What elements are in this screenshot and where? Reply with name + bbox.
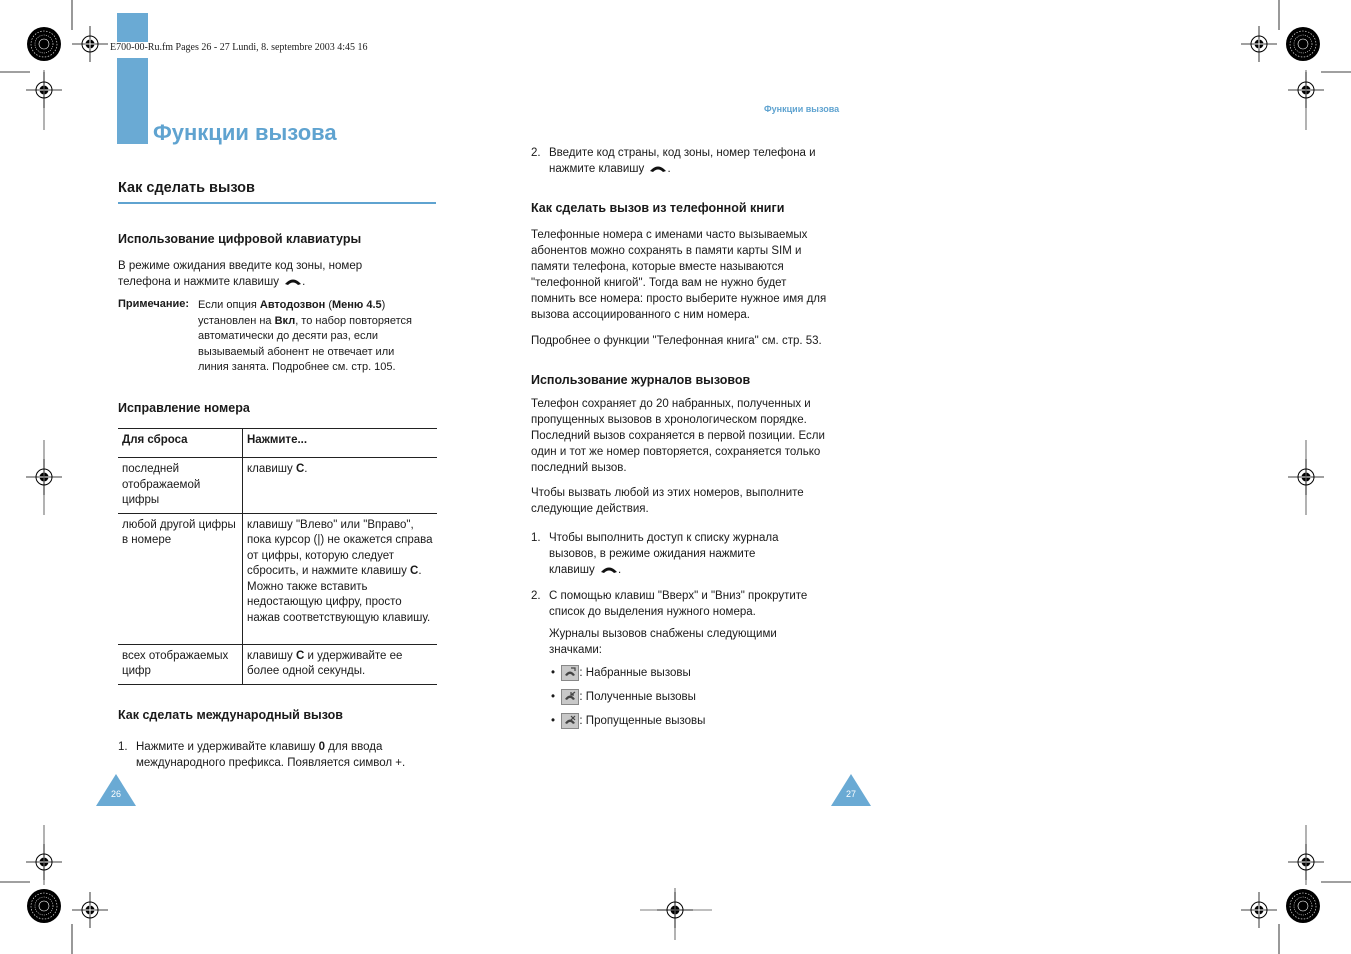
dialed-call-icon bbox=[561, 665, 579, 681]
note-label: Примечание: bbox=[118, 298, 190, 310]
table-row bbox=[118, 513, 437, 644]
correction-heading: Исправление номера bbox=[118, 401, 250, 415]
page-number: 27 bbox=[845, 789, 856, 799]
step-2: 2. Введите код страны, код зоны, номер телефона и нажмите клавишу . bbox=[531, 147, 816, 175]
correction-table bbox=[118, 428, 437, 685]
international-heading: Как сделать международный вызов bbox=[118, 708, 343, 722]
logs-paragraph: Телефон сохраняет до 20 набранных, полученных и пропущенных вызовов в хронологическом порядке. Последний вызов сохраняется в первой позиции. Если один и тот же номер повторяется, сохраняется только последний вызов. bbox=[531, 398, 825, 474]
international-step: 1. Нажмите и удерживайте клавишу 0 для ввода международного префикса. Появляется символ +. bbox=[118, 741, 406, 769]
page-number-badge bbox=[96, 774, 136, 806]
missed-call-icon bbox=[561, 713, 579, 729]
phonebook-text: Телефонные номера с именами часто вызываемых абонентов можно сохранять в памяти карты SIM и памяти телефона, которые вместе называются "телефонной книгой". Тогда вам не нужно будет помнить все номера: просто выберите нужное имя для вызова ассоциированного с ним номера. bbox=[531, 229, 827, 321]
table-row bbox=[118, 458, 437, 514]
chapter-title: Функции вызова bbox=[153, 120, 337, 145]
section-title: Как сделать вызов bbox=[118, 180, 255, 196]
table-header-cell: Нажмите... bbox=[247, 434, 308, 446]
file-header: E700-00-Ru.fm Pages 26 - 27 Lundi, 8. septembre 2003 4:45 16 bbox=[110, 42, 368, 53]
logs-paragraph-2: Чтобы вызвать любой из этих номеров, выполните следующие действия. bbox=[531, 487, 804, 515]
table-cell: любой другой цифры в номере bbox=[118, 513, 243, 644]
table-cell: последней отображаемой цифры bbox=[118, 458, 243, 514]
table-cell: клавишу C и удерживайте ее более одной секунды. bbox=[247, 649, 403, 677]
keypad-text: В режиме ожидания введите код зоны, номер телефона и нажмите клавишу . bbox=[118, 260, 363, 288]
phonebook-heading: Как сделать вызов из телефонной книги bbox=[531, 201, 785, 215]
send-key-icon bbox=[284, 277, 302, 286]
page-number-badge bbox=[831, 774, 871, 806]
list-item: • : Полученные вызовы bbox=[551, 689, 696, 705]
section-rule bbox=[118, 202, 436, 204]
logs-heading: Использование журналов вызовов bbox=[531, 373, 751, 387]
logs-step-1: 1. Чтобы выполнить доступ к списку журнала вызовов, в режиме ожидания нажмите клавишу . bbox=[531, 532, 779, 576]
chapter-tab-bar bbox=[117, 13, 148, 42]
send-key-icon bbox=[649, 164, 667, 173]
table-cell: всех отображаемых цифр bbox=[118, 644, 243, 684]
table-cell: клавишу "Влево" или "Вправо", пока курсор (|) не окажется справа от цифры, которую следует сбросить, и нажмите клавишу C. Можно также вставить недостающую цифру, просто нажав соответствующую клавишу. bbox=[247, 518, 433, 624]
page-number: 26 bbox=[110, 789, 121, 799]
phonebook-more: Подробнее о функции "Телефонная книга" см. стр. 53. bbox=[531, 335, 822, 347]
table-cell: клавишу C. bbox=[247, 463, 308, 475]
send-key-icon bbox=[600, 565, 618, 574]
running-head: Функции вызова bbox=[764, 104, 840, 114]
received-call-icon bbox=[561, 689, 579, 705]
table-row bbox=[118, 644, 437, 684]
logs-step-2: 2. С помощью клавиш "Вверх" и "Вниз" прокрутите список до выделения нужного номера. Журналы вызовов снабжены следующими значками: bbox=[531, 590, 808, 656]
table-header-cell: Для сброса bbox=[118, 429, 243, 458]
list-item: • : Набранные вызовы bbox=[551, 665, 691, 681]
chapter-tab-bar-lower bbox=[117, 58, 148, 144]
keypad-heading: Использование цифровой клавиатуры bbox=[118, 232, 362, 246]
table-header-row bbox=[118, 429, 437, 458]
note-text: Если опция Автодозвон (Меню 4.5) установлен на Вкл, то набор повторяется автоматически до десяти раз, если вызываемый абонент не отвечает или линия занята. Подробнее см. стр. 105. bbox=[198, 299, 412, 373]
list-item: • : Пропущенные вызовы bbox=[551, 713, 705, 729]
